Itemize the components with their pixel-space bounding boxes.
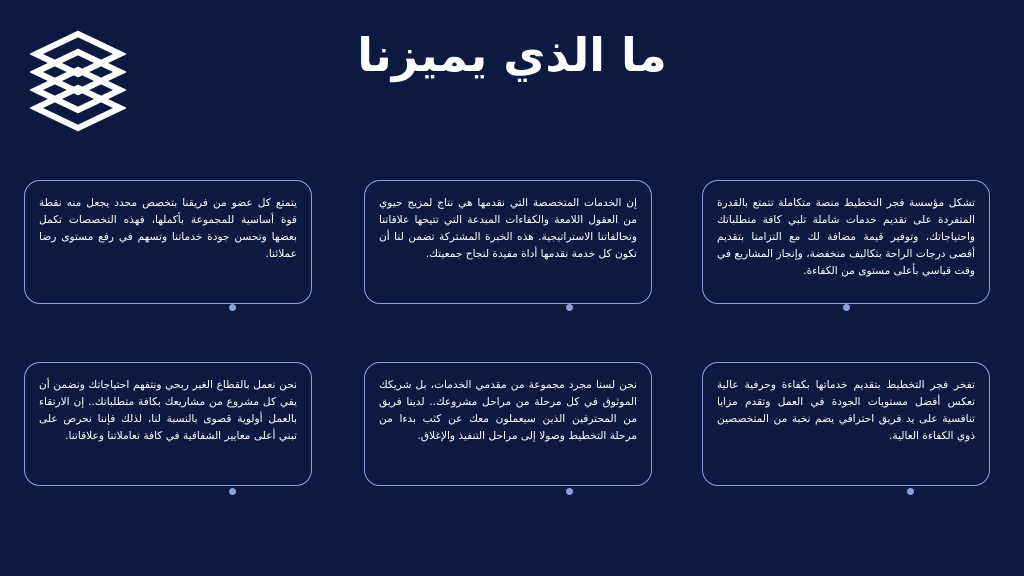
feature-card-text: نحن نعمل بالقطاع الغير ربحي ونتفهم احتياجاتك ونضمن أن يفي كل مشروع من مشاريعك بكافة متطلباتك.. إن الارتقاء بالعمل أولوية قصوى بالنسبة لنا، لذلك فإننا نحرص على تبني أعلى معايير الشفافية في كافة تعاملاتنا وعلاقاتنا. — [39, 379, 297, 442]
feature-card-team-specialization — [24, 180, 312, 304]
card-dot-marker — [566, 304, 573, 311]
feature-card-trusted-partner — [364, 362, 652, 486]
feature-card-text: نحن لسنا مجرد مجموعة من مقدمي الخدمات، بل شريكك الموثوق في كل مرحلة من مراحل مشروعك.. لدينا فريق من المحترفين الذين سيعملون معك عن كثب بدءا من مرحلة التخطيط وصولا إلى مراحل التنفيذ والإغلاق. — [379, 379, 637, 442]
card-dot-marker — [907, 488, 914, 495]
feature-card-specialized-services — [364, 180, 652, 304]
card-dot-marker — [843, 304, 850, 311]
card-dot-marker — [229, 488, 236, 495]
feature-card-text: تشكل مؤسسة فجر التخطيط منصة متكاملة تتمتع بالقدرة المتفردة على تقديم خدمات شاملة تلبي كافة متطلباتك واحتياجاتك، وتوفير قيمة مضافة لك مع التزامنا بتقديم أقصى درجات الراحة بتكاليف منخفضة، وإنجاز المشاريع في وقت قياسي بأعلى مستوى من الكفاءة. — [717, 197, 975, 277]
feature-card-text: إن الخدمات المتخصصة التي نقدمها هي نتاج لمزيج حيوي من العقول اللامعة والكفاءات المبدعة التي تتيحها علاقاتنا وتحالفاتنا الاستراتيجية. هذه الخبرة المشتركة تضمن لنا أن تكون كل خدمة نقدمها أداة مفيدة لنجاح جمعيتك. — [379, 197, 637, 260]
feature-card-text: يتمتع كل عضو من فريقنا بتخصص محدد يجعل منه نقطة قوة أساسية للمجموعة بأكملها، فهذه التخصصات تكمل بعضها وتحسن جودة خدماتنا وتسهم في رفع مستوى رضا عملائنا. — [39, 197, 297, 260]
page-title: ما الذي يميزنا — [357, 28, 667, 82]
card-dot-marker — [229, 304, 236, 311]
card-dot-marker — [566, 488, 573, 495]
feature-card-nonprofit — [24, 362, 312, 486]
feature-card-quality — [702, 362, 990, 486]
feature-card-text: تفخر فجر التخطيط بتقديم خدماتها بكفاءة وحرفية عالية تعكس أفضل مستويات الجودة في العمل وتقدم مزايا تنافسية على يد فريق احترافي يضم نخبة من المتخصصين ذوي الكفاءة العالية. — [717, 379, 975, 442]
feature-card-integrated-platform — [702, 180, 990, 304]
